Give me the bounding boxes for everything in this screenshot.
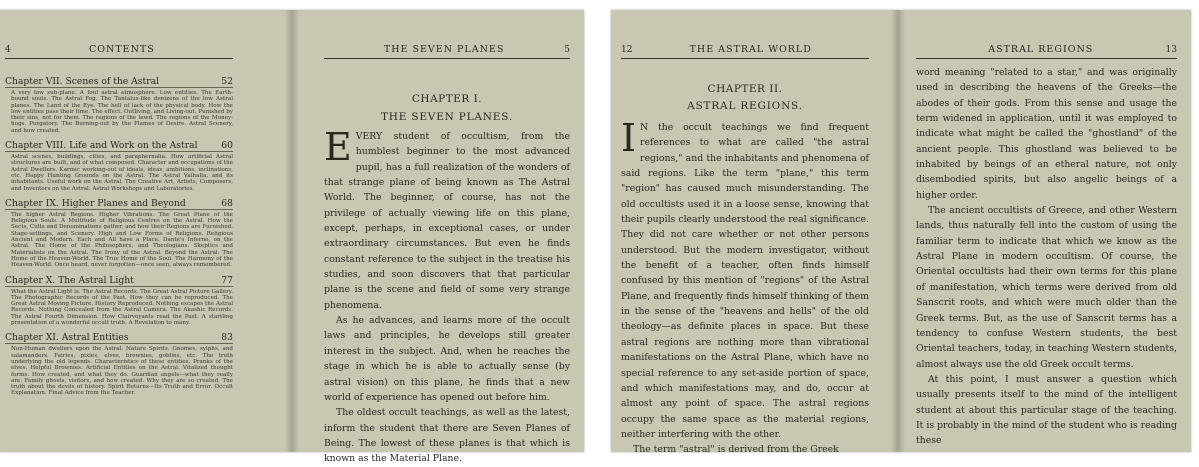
toc-chapter-title: Chapter X. The Astral Light — [5, 274, 134, 286]
chapter-number: CHAPTER II. — [707, 83, 783, 95]
drop-cap: E — [324, 125, 352, 169]
running-head — [916, 44, 1177, 59]
chapter-body — [621, 116, 869, 458]
chapter-title: THE SEVEN PLANES. — [380, 111, 514, 123]
drop-cap: I — [621, 116, 637, 160]
chapter-body — [324, 125, 570, 467]
toc-entry — [5, 76, 233, 134]
toc-entry — [5, 198, 233, 269]
astral-regions-page — [916, 10, 1177, 452]
chapter-number: CHAPTER I. — [411, 93, 483, 105]
running-title: THE SEVEN PLANES — [383, 44, 505, 55]
toc-description: What the Astral Light is. The Astral Records. The Great Astral Picture Gallery. The Photographic Records of the Past. How they can be reproduced. The Great Astral Moving Picture. History Reproduced. Nothing escapes the Astral Records. Nothing Concealed from the Astral Camera. The Akashic Records. The Astral Fourth Dimension. How Clairvoyants read the Past. A startling presentation of a wonderful occult truth. A Revelation to many. — [11, 288, 234, 327]
gutter-shadow — [285, 10, 299, 452]
running-title: CONTENTS — [88, 44, 155, 55]
left-book-spread — [0, 10, 584, 465]
toc-page-number: 83 — [221, 332, 233, 344]
paragraph: The oldest occult teachings, as well as the latest, inform the student that there are Seven Planes of Being. The lowest of these planes is that which is known as the Material Plane. — [324, 407, 570, 465]
chapter-two-page — [621, 10, 869, 456]
running-title: ASTRAL REGIONS — [988, 44, 1094, 55]
first-paragraph — [621, 116, 869, 442]
toc-chapter-title: Chapter IX. Higher Planes and Beyond — [5, 197, 186, 209]
running-head — [324, 44, 570, 59]
chapter-one-page — [324, 10, 570, 465]
toc-chapter-title: Chapter VII. Scenes of the Astral — [5, 76, 160, 87]
toc-page-number: 68 — [221, 197, 233, 209]
toc-page-number: 52 — [221, 76, 233, 87]
contents-page — [5, 10, 233, 452]
paragraph: At this point, I must answer a question which usually presents itself to the mind of the intelligent student at about this particular stage of the teaching. It is probably in the mind of the student who is reading these — [916, 373, 1177, 447]
paragraph-text: N the occult teachings we find frequent references to what are called "the astral regions," and the inhabitants and phenomena of said regions. Like the term "plane," this term "region" has caused much misunderstanding. The old occultists used it in a loose sense, knowing that their pupils clearly understood the real significance. They did not care whether or not other persons understood. But the modern investigator, without the benefit of a teacher, often finds himself confused by this mention of "regions" of the Astral Plane, and frequently finds himself thinking of them in the sense of the "heavens and hells" of the old theology—as definite places in space. But these astral regions are nothing more than vibrational manifestations on the Astral Plane, which have no special reference to any set-aside portion of space, and which manifestations may, and do, occur at almost any point of space. The astral regions occupy the same space as the material regions, neither interfering with the other. — [621, 122, 869, 440]
table-of-contents — [5, 76, 233, 403]
continuation-paragraph: word meaning "related to a star," and was originally used in describing the heavens of the Greeks—the abodes of their gods. From this sense and usage the term widened in application, until it was employed to indicate what might be called the "ghostland" of the ancient people. This ghostland was believed to be inhabited by beings of an etheral nature, not only disembodied spirits, but also angelic beings of a higher order. — [916, 67, 1177, 201]
toc-entry — [5, 140, 233, 192]
page-number: 13 — [1165, 45, 1177, 55]
toc-description: Astral scenes, buildings, cities, and paraphernalia. How artificial Astral structures are built, and of what composed. Character and occupations of the Astral Dwellers. Karmic working-out of ideals, ideas, ambitions, inclinations, etc. Happy Hunting Grounds on the Astral. The Astral Valhalla, and its inhabitants. Useful work on the Astral. The Creative Art, Artists, Composers, and Inventors on the Astral. Astral Workshops and Laboratories. — [11, 154, 233, 192]
toc-page-number: 77 — [221, 274, 233, 286]
page-number: 4 — [5, 45, 11, 55]
toc-chapter-title: Chapter XI. Astral Entities — [5, 332, 129, 344]
page-number: 12 — [621, 45, 633, 55]
toc-description: The higher Astral Regions. Higher Vibrations. The Great Plane of the Religious Souls. A Multitude of Religious Centres on the Astral. How the Sects, Cults and Denominations gather, and how their Regions are Furnished. Stage-settings, and Scenery. High and Low Forms of Religions. Religious Ancient and Modern. Each and All have a Place. Dante's Inferno, on the Astral. The Home of the Philosophers, and Theologians. Skeptics and Materialists on the Astral. The Irony of the Astral. Beyond the Astral. The Home of the Heaven-World. The True Home of the Soul. The Harmony of the Heaven-World. Once heard, never forgotten—once seen, always remembered. — [11, 211, 233, 269]
running-head — [621, 44, 869, 59]
paragraph: The term "astral" is derived from the Greek — [633, 444, 839, 456]
page-body — [916, 65, 1177, 449]
first-paragraph — [324, 125, 570, 313]
paragraph-text: VERY student of occultism, from the humblest beginner to the most advanced pupil, has a full realization of the wonders of that strange plane of being known as The Astral World. The beginner, of course, has not the privilege of actually viewing life on this plane, except, perhaps, in exceptional cases, or under extraordinary circumstances. But even he finds constant reference to the subject in the treatise his studies, and soon discovers that that particular plane is the scene and field of some very strange phenomena. — [324, 131, 570, 311]
paragraph: The ancient occultists of Greece, and other Western lands, thus naturally fell into the custom of using the familiar term to indicate that which we know as the Astral Plane in modern occultism. Of course, the Oriental occultists had their own terms for this plane of manifestation, which terms were derived from old Sanscrit roots, and which were much older than the Greek terms. But, as the use of Sanscrit terms has a tendency to confuse Western students, the best Oriental teachers, today, in teaching Western students, almost always use the old Greek occult terms. — [916, 205, 1177, 370]
running-head — [5, 44, 233, 59]
paragraph: As he advances, and learns more of the occult laws and principles, he develops still greater interest in the subject. And, when he reaches the stage in which he is able to actually sense (by astral vision) on this plane, he finds that a new world of experience has opened out before him. — [324, 315, 570, 403]
toc-entry — [5, 332, 233, 396]
toc-description: Non-Human dwellers upon the Astral. Nature Spirits. Gnomes, sylphs, and salamanders. Fairies, pixies, elves, brownies, goblins, etc. The truth underlying the old legends. Characteristics of these entities. Pranks of the elves. Helpful Brownies. Artificial Entities on the Astral. Vitalized thought forms. How created, and what they do. Guardian angels—what they really are. Family ghosts, visitors, and how created. Why they are so created. The truth about the devils of history. Spirit Returns—Its Truth and Error. Occult Explanation. Final Advice from the Teacher. — [11, 346, 233, 397]
toc-chapter-title: Chapter VIII. Life and Work on the Astral — [5, 140, 198, 152]
gutter-shadow — [891, 10, 905, 452]
toc-description: A very low sub-plane. A foul astral atmosphere. Low entities. The Earth-bound souls. The Astral Fog. The Tantalus-like denizens of the low Astral planes. The Land of the Eye. The hell of lack of the physical body. How the low entities pass their time. The effect. Outliving, and Living-out. Punished by their sins, not for them. The regions of the lewd. The regions of the Money-hogs. Purgatory. The Burning-out by the Flames of Desire. Astral Scenery, and how created. — [11, 90, 233, 134]
right-book-spread — [611, 10, 1191, 456]
toc-page-number: 60 — [221, 140, 233, 152]
page-number: 5 — [564, 45, 570, 55]
chapter-title: ASTRAL REGIONS. — [687, 100, 803, 112]
toc-entry — [5, 275, 233, 327]
running-title: THE ASTRAL WORLD — [689, 44, 812, 55]
